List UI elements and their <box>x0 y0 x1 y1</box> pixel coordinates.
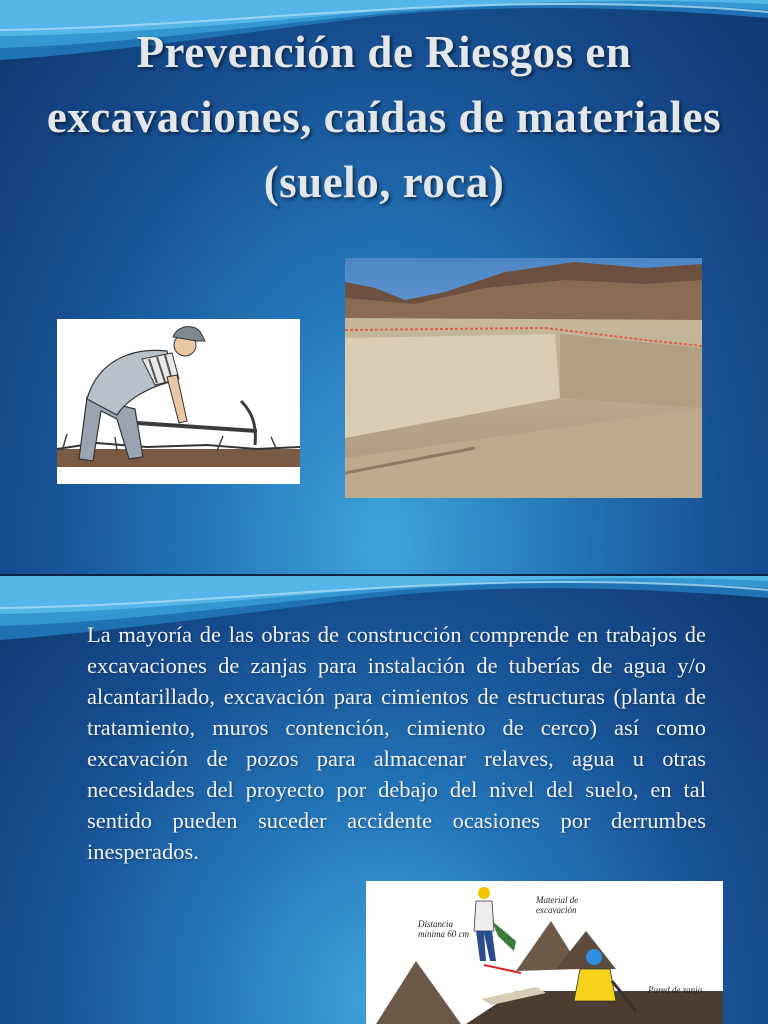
slide-title: Prevención de Riesgos en excavaciones, caídas de materiales (suelo, roca) <box>46 27 722 207</box>
trench-safety-diagram <box>366 881 723 1024</box>
body-paragraph: La mayoría de las obras de construcción comprende en trabajos de excavaciones de zanjas para instalación de tuberías de agua y/o alcantarillado, excavación para cimientos de estructuras (planta de tratamiento, muros contención, cimiento de cerco) así como excavación de pozos para almacenar relaves, agua u otras necesidades del proyecto por debajo del nivel del suelo, en tal sentido pueden suceder accidente ocasiones por derrumbes inesperados. <box>87 622 706 864</box>
excavation-site-photo <box>345 258 702 498</box>
worker-pickaxe-illustration <box>57 319 300 484</box>
diagram-label-distance-2: mínima 60 cm <box>418 929 469 939</box>
diagram-label-material-2: excavación <box>536 905 577 915</box>
diagram-label-material: Material de <box>536 895 579 905</box>
diagram-label-wall: Pared de zanja <box>648 985 703 995</box>
diagram-label-distance: Distancia <box>418 919 453 929</box>
